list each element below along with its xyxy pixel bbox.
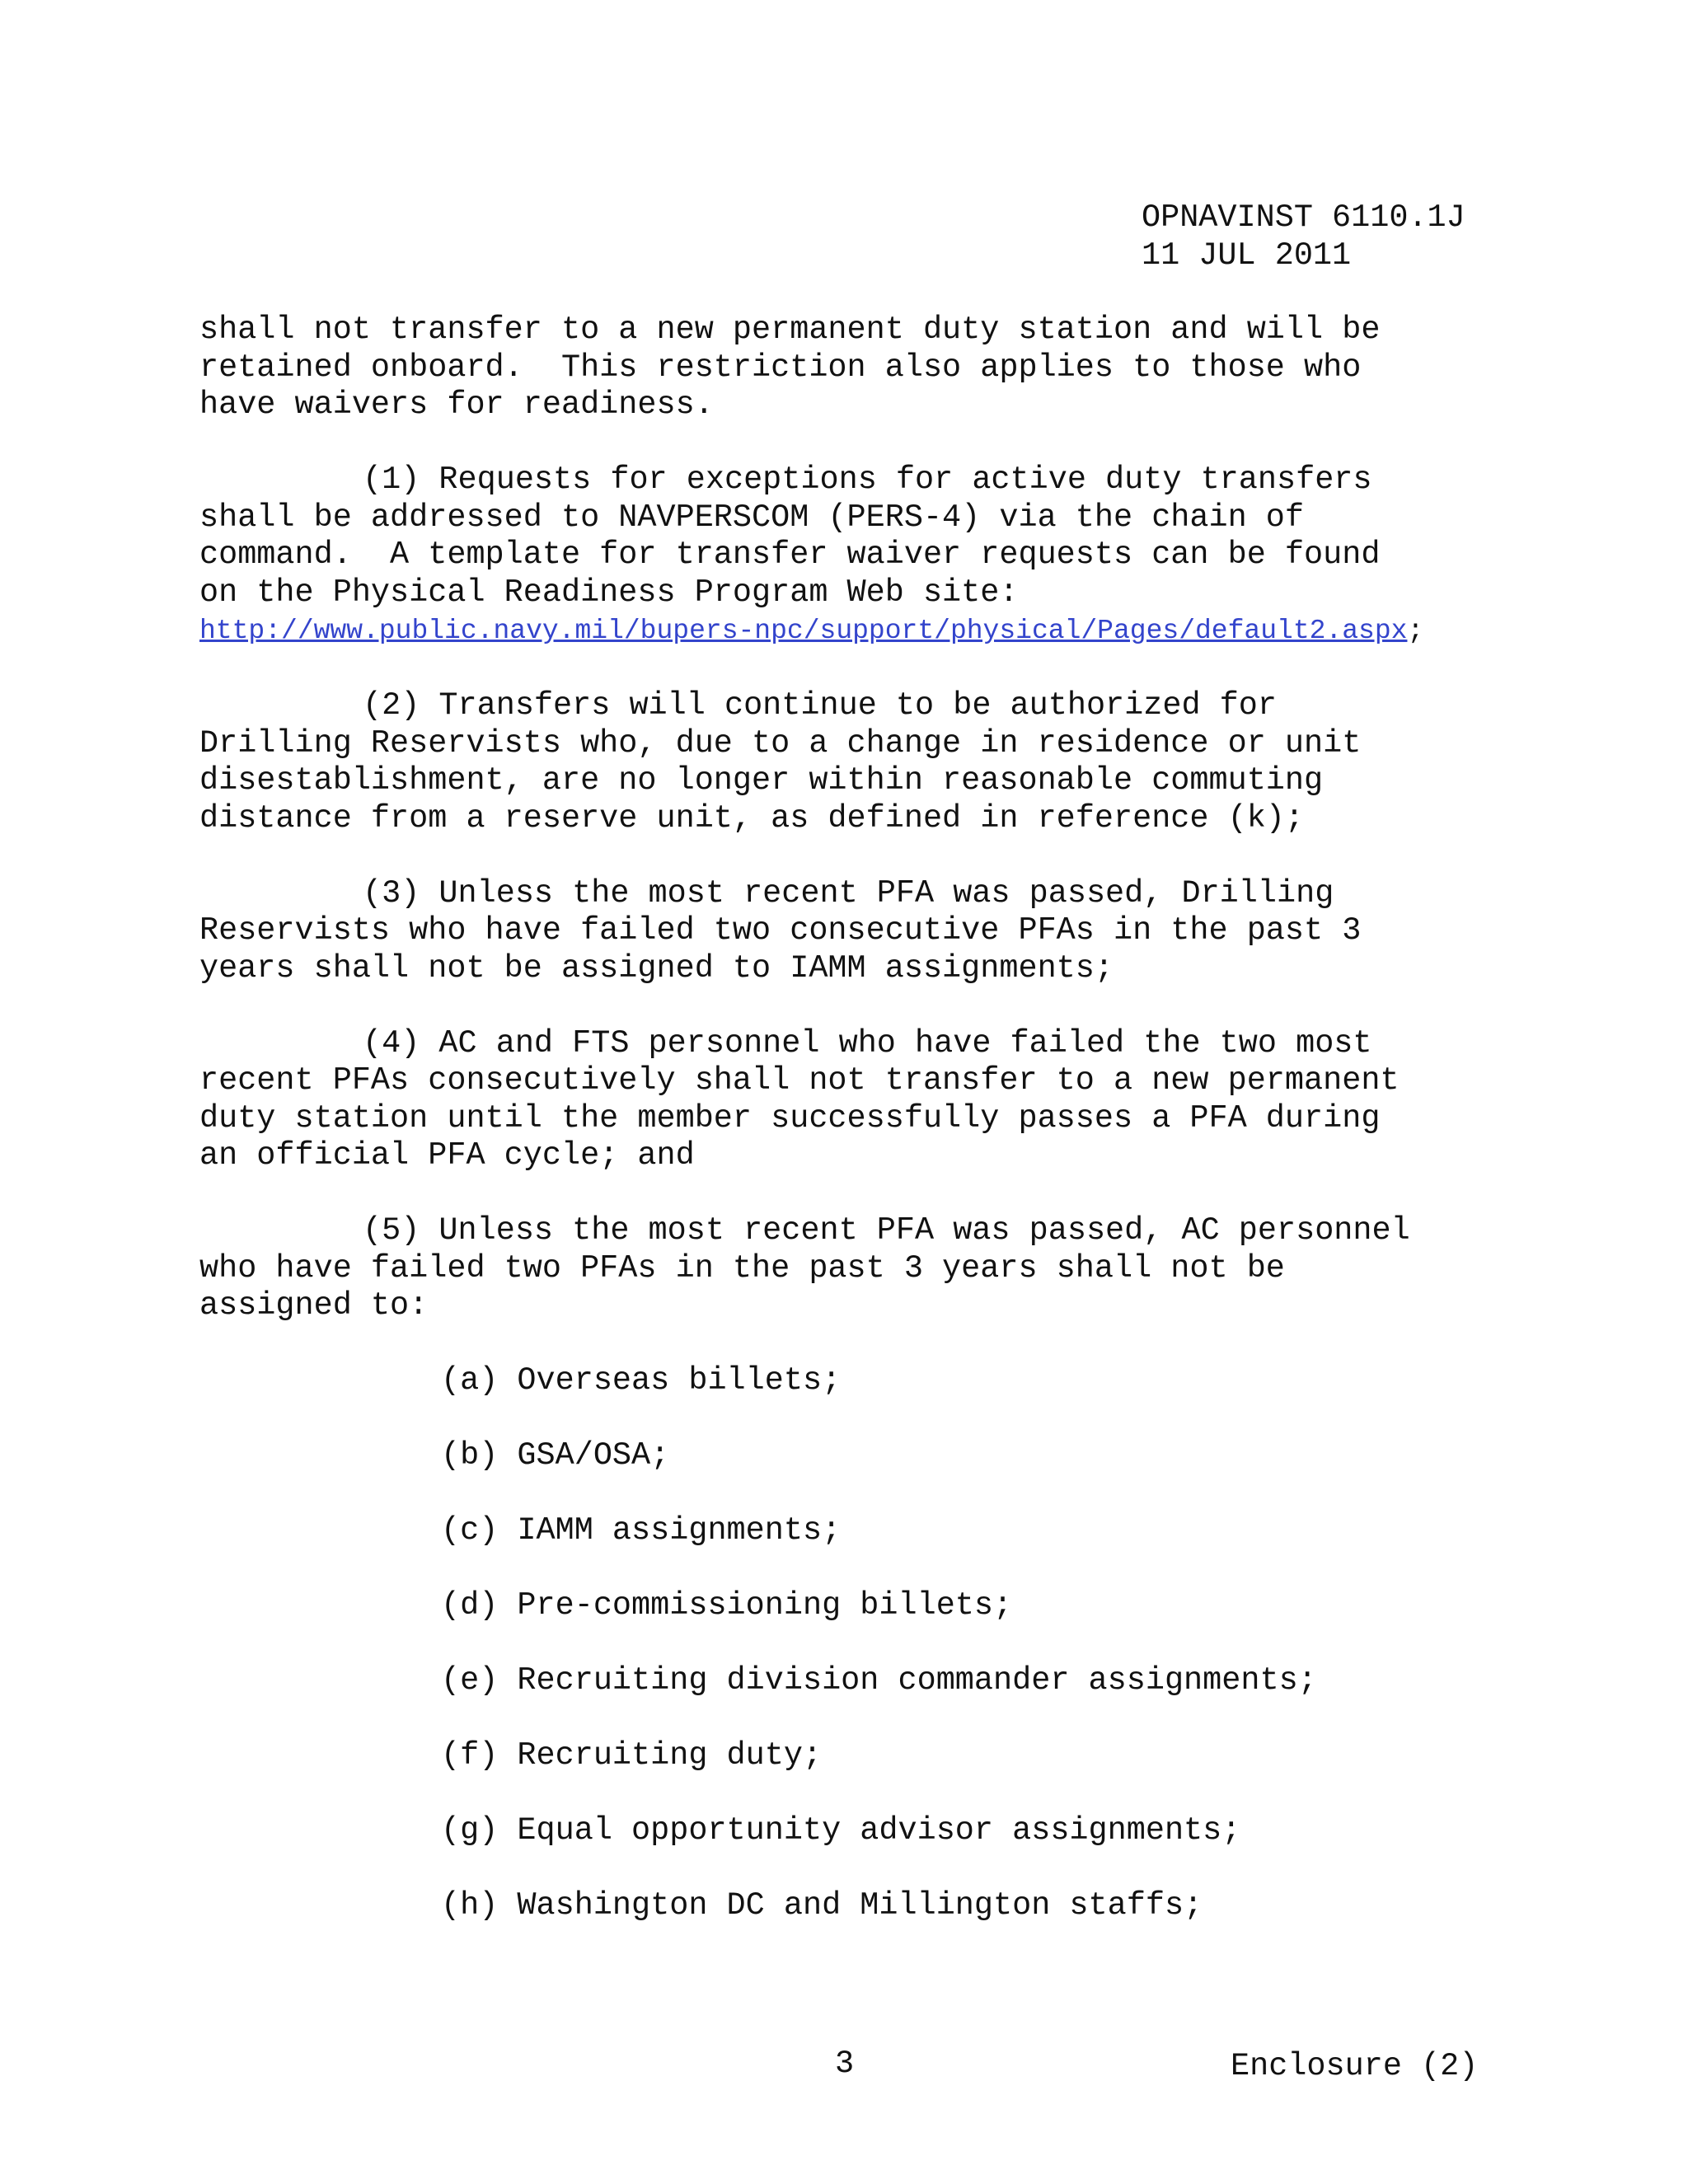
text-line: on the Physical Readiness Program Web site: [199,574,1019,611]
subitem-c: (c) IAMM assignments; [441,1512,842,1549]
text-line: Drilling Reservists who, due to a change in residence or unit [199,724,1362,762]
text-line: shall be addressed to NAVPERSCOM (PERS-4) via the chain of [199,499,1305,536]
text-line: years shall not be assigned to IAMM assignments; [199,949,1114,987]
subitem-e: (e) Recruiting division commander assignments; [441,1662,1317,1699]
text-line: assigned to: [199,1287,429,1324]
text-line: recent PFAs consecutively shall not transfer to a new permanent [199,1062,1400,1099]
enclosure-label: Enclosure (2) [1231,2048,1479,2084]
paragraph-item-3 [199,875,1518,988]
subitem-d: (d) Pre-commissioning billets; [441,1587,1013,1624]
text-line: who have failed two PFAs in the past 3 years shall not be [199,1249,1285,1286]
document-body [199,312,1518,1962]
page-number: 3 [835,2046,855,2082]
text-line: (2) Transfers will continue to be authorized for [363,687,1277,724]
subitem-h: (h) Washington DC and Millington staffs; [441,1887,1203,1924]
document-header [1142,199,1465,274]
text-line: duty station until the member successfully passes a PFA during [199,1099,1381,1137]
subitem-b: (b) GSA/OSA; [441,1437,670,1474]
instruction-number: OPNAVINST 6110.1J [1142,199,1465,236]
instruction-date: 11 JUL 2011 [1142,237,1352,274]
subitem-g: (g) Equal opportunity advisor assignments; [441,1812,1241,1849]
physical-readiness-link[interactable]: http://www.public.navy.mil/bupers-npc/support/physical/Pages/default2.aspx [199,616,1408,646]
text-line: disestablishment, are no longer within reasonable commuting [199,762,1324,799]
text-line: have waivers for readiness. [199,387,714,423]
paragraph-item-1 [199,462,1518,650]
text-line: (3) Unless the most recent PFA was passed, Drilling [363,874,1334,912]
intro-paragraph [199,312,1518,424]
text-line: retained onboard. This restriction also applies to those who [199,349,1362,386]
text-line: (5) Unless the most recent PFA was passed, AC personnel [363,1212,1410,1249]
text-line: (4) AC and FTS personnel who have failed the two most [363,1024,1372,1062]
paragraph-item-5 [199,1212,1518,1325]
paragraph-item-2 [199,687,1518,837]
url-line [199,616,1423,646]
text-line: command. A template for transfer waiver requests can be found [199,537,1381,573]
text-line: (1) Requests for exceptions for active duty transfers [363,462,1372,498]
text-line: shall not transfer to a new permanent duty station and will be [199,312,1381,348]
text-line: an official PFA cycle; and [199,1137,695,1174]
url-suffix: ; [1407,616,1424,646]
text-line: Reservists who have failed two consecutive PFAs in the past 3 [199,912,1362,949]
subitem-a: (a) Overseas billets; [441,1362,842,1399]
paragraph-item-4 [199,1025,1518,1175]
text-line: distance from a reserve unit, as defined in reference (k); [199,799,1305,837]
subitem-f: (f) Recruiting duty; [441,1737,823,1774]
